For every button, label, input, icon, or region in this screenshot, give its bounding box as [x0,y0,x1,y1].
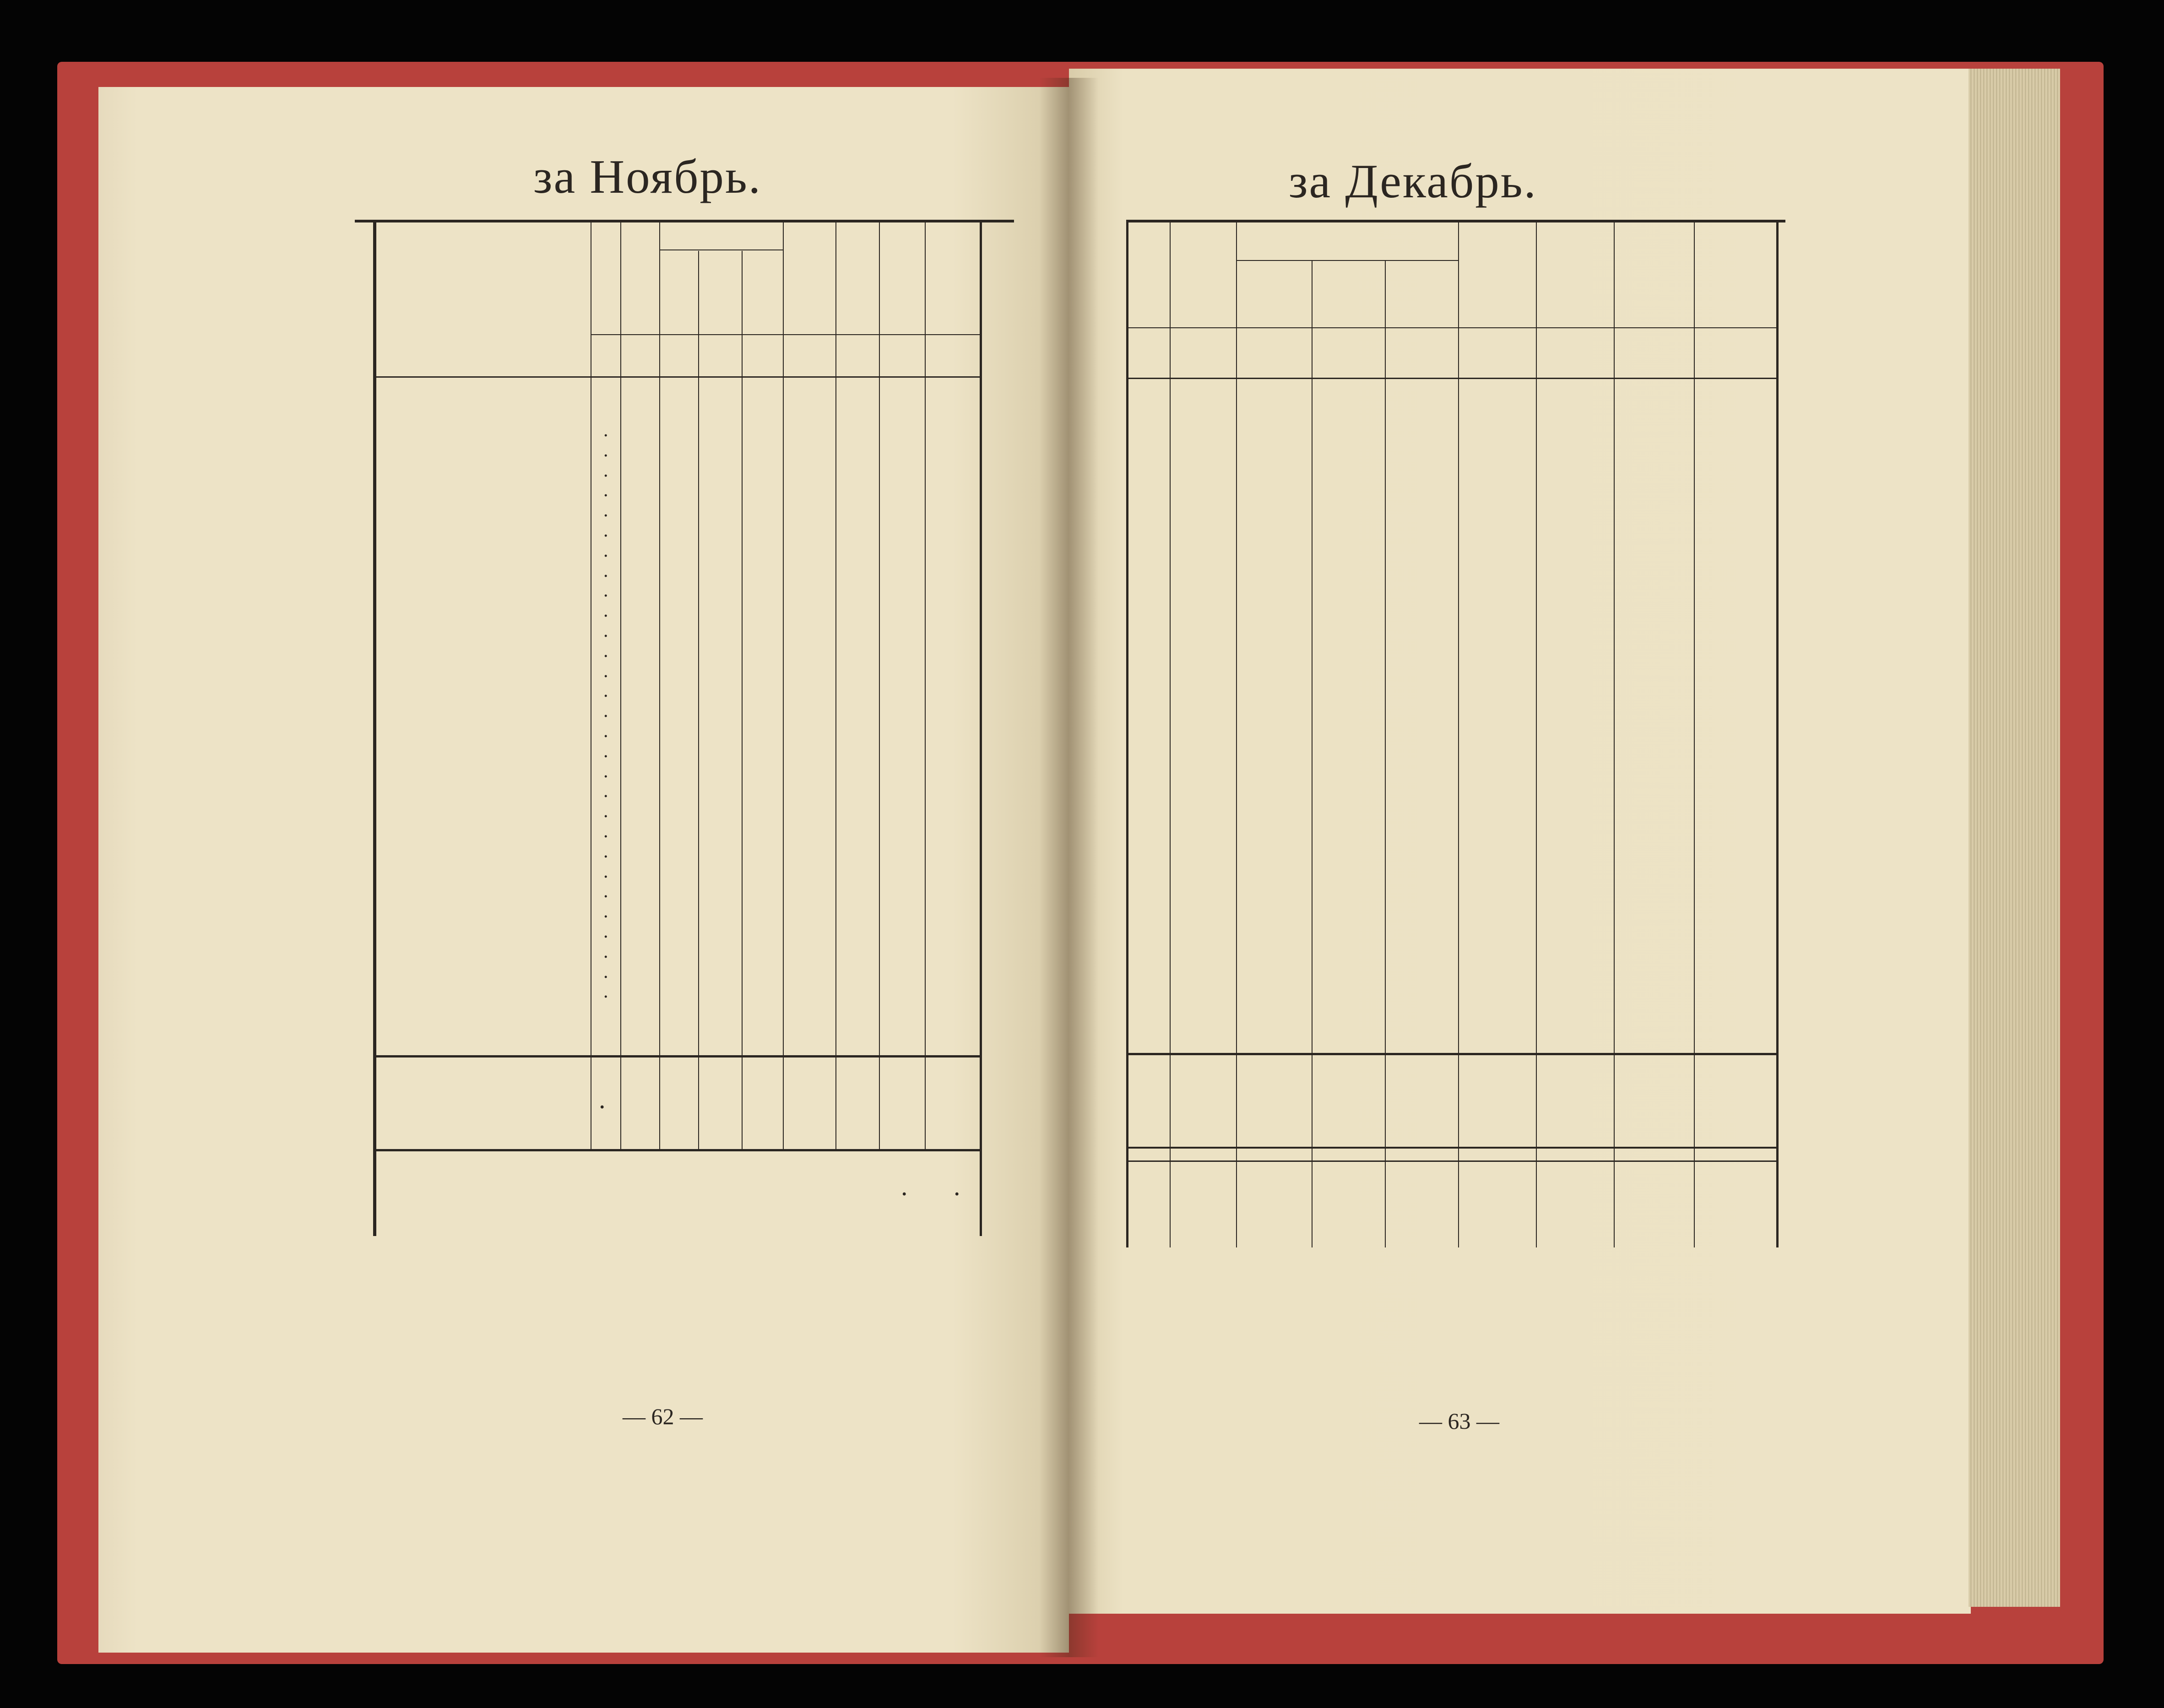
total-top-rule [375,1055,980,1057]
leader-dot: . [603,861,608,882]
column-rule [925,220,926,1149]
column-header [1615,224,1692,325]
leader-dot: . [603,941,608,962]
leader-dot: . [603,460,608,481]
column-header [622,223,658,332]
leader-dot: . [603,740,608,762]
page-number: — 62 — [623,1404,703,1429]
leader-dot: . [603,439,608,461]
leader-dot: . [603,781,608,802]
column-rule [1614,220,1615,1247]
leader-dot: . [603,821,608,842]
total-top-rule [1126,1053,1776,1055]
leader-dot: . [603,580,608,602]
leader-dot: . [603,420,608,441]
leader-dot: . [603,680,608,702]
right-page [1069,69,1971,1614]
column-header [661,254,697,332]
leader-dot: . [603,600,608,622]
leader-dot: . [603,981,608,1003]
column-header [1459,224,1535,325]
table-top-rule [1126,220,1785,222]
page-number: — 63 — [1419,1408,1499,1434]
column-rule [1385,261,1386,1247]
leader-dot: . [603,801,608,822]
leader-dot: . [603,560,608,581]
left-page [98,87,1069,1653]
column-rule [698,251,699,1149]
column-rule [1236,220,1237,1247]
page-edges [1969,69,2060,1607]
leader-dot: . [600,1092,605,1113]
group-rule [659,249,783,250]
header-unit-rule [1126,327,1776,328]
column-header [837,223,878,332]
leader-dot: . [902,1179,907,1200]
total-bottom-rule [1126,1147,1776,1149]
leader-dot: . [603,520,608,541]
column-rule [620,220,621,1149]
column-header [1537,224,1612,325]
column-rule [659,220,660,1149]
column-rule [1170,220,1171,1247]
column-header [784,223,834,332]
page-title: за Декабрь. [1289,154,1537,208]
leader-dot: . [603,921,608,942]
header-bottom-rule [1126,378,1776,379]
column-header [592,223,619,332]
header-unit-rule [591,334,980,335]
leader-dot: . [603,721,608,742]
column-rule [742,251,743,1149]
column-rule [783,220,784,1149]
column-header [700,254,740,332]
column-rule [1458,220,1459,1247]
leader-dot: . [603,500,608,521]
column-header [743,254,781,332]
column-rule [1312,261,1313,1247]
page-title: за Ноябрь. [533,150,762,203]
leader-dot: . [603,760,608,782]
leader-dot: . [603,540,608,561]
table-top-rule [355,220,1014,222]
leader-dot: . [603,901,608,922]
column-header [1128,224,1168,325]
header-bottom-rule [375,376,980,378]
column-rule [879,220,880,1149]
column-header [880,223,923,332]
table-left-rule [1126,220,1128,1247]
group-rule [1236,260,1458,261]
book-spine [1039,78,1099,1657]
column-rule [1536,220,1537,1247]
table-right-rule [980,220,982,1236]
table-right-rule [1776,220,1779,1247]
leader-dot: . [603,881,608,902]
leader-dot: . [603,700,608,722]
year-rule [1126,1160,1776,1162]
leader-dot: . [955,1179,960,1200]
leader-dot: . [603,840,608,862]
leader-dot: . [603,640,608,662]
leader-dot: . [603,660,608,682]
column-header [1171,224,1235,325]
leader-dot: . [603,961,608,982]
column-rule [1694,220,1695,1247]
table-left-rule [373,220,376,1236]
leader-dot: . [603,620,608,641]
total-bottom-rule [375,1149,980,1151]
leader-dot: . [603,480,608,501]
column-rule [835,220,836,1149]
